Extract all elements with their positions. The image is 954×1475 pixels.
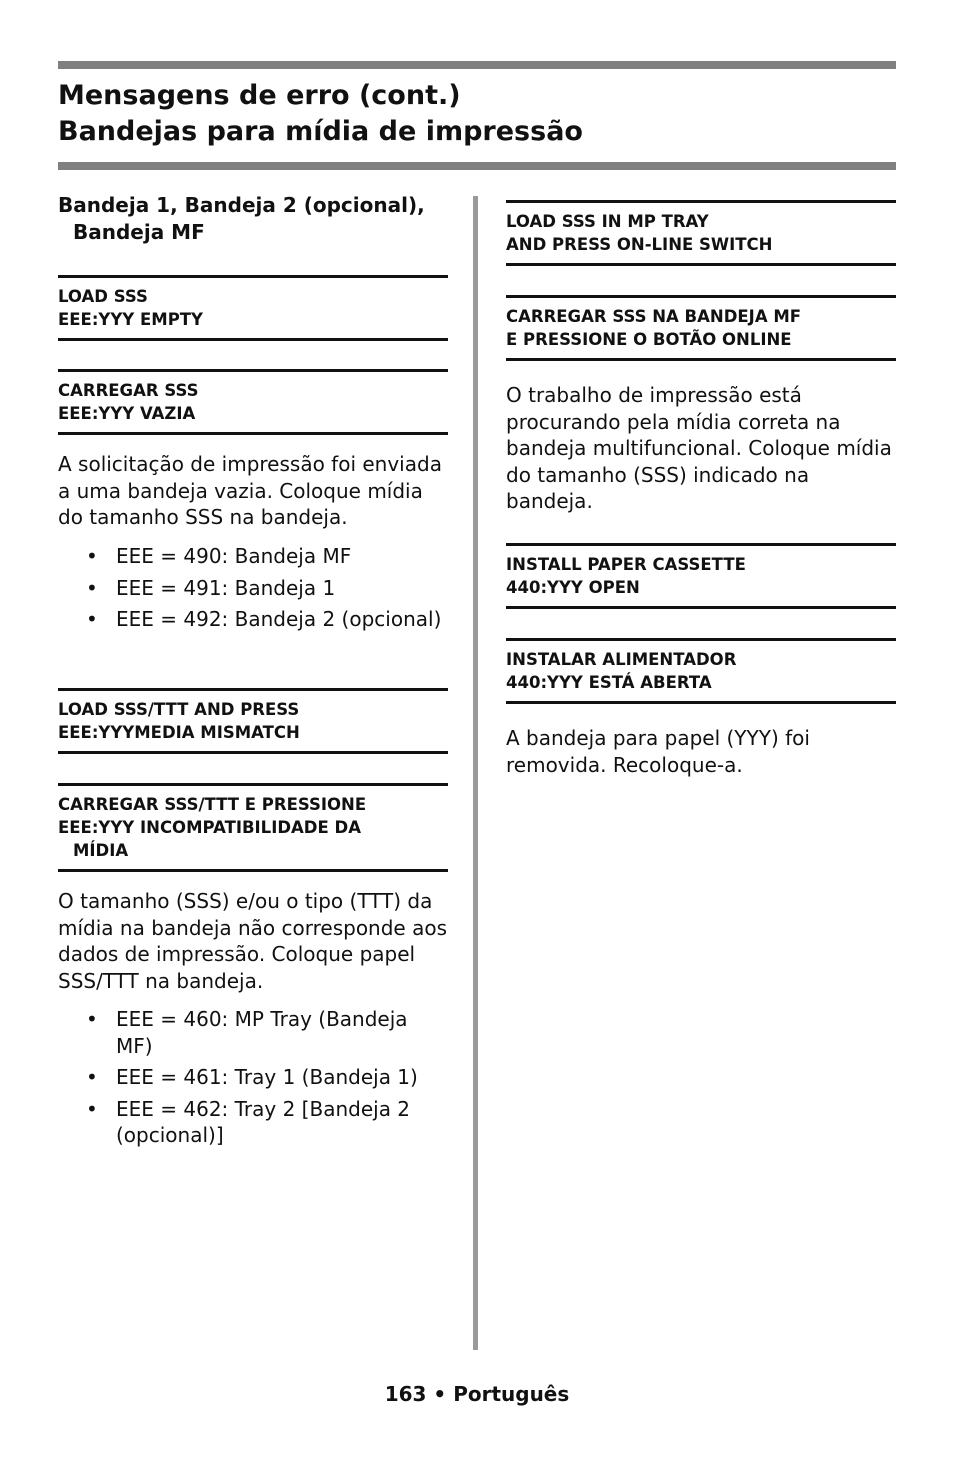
message-line: LOAD SSS IN MP TRAY [506, 212, 709, 231]
header-top-rule [58, 61, 896, 69]
list-item [58, 543, 450, 570]
list-item-text: EEE = 490: Bandeja MF [116, 544, 352, 568]
message-line: INSTALAR ALIMENTADOR [506, 650, 737, 669]
message-line: INSTALL PAPER CASSETTE [506, 555, 746, 574]
message-line: 440:YYY OPEN [506, 578, 640, 597]
subheading-line-2: Bandeja MF [73, 220, 205, 244]
bullet-icon: • [86, 544, 98, 568]
bullet-icon: • [86, 1096, 98, 1121]
error-message-load-sss-mp-tray [506, 200, 896, 266]
message-line: CARREGAR SSS [58, 381, 199, 400]
message-line: EEE:YYY VAZIA [58, 404, 196, 423]
description-paragraph: O tamanho (SSS) e/ou o tipo (TTT) da mídia na bandeja não corresponde aos dados de impressão. Coloque papel SSS/TTT na bandeja. [58, 889, 448, 993]
error-message-carregar-sss [58, 369, 448, 435]
error-message-load-sss-ttt [58, 688, 448, 754]
bullet-icon: • [86, 1007, 98, 1031]
subheading-line-1: Bandeja 1, Bandeja 2 (opcional), [58, 193, 425, 217]
error-message-instalar-alimentador [506, 638, 896, 704]
list-item [58, 1064, 450, 1091]
list-item [58, 1096, 450, 1149]
error-code-list [58, 543, 450, 638]
error-message-install-paper-cassette [506, 543, 896, 609]
description-paragraph: A solicitação de impressão foi enviada a uma bandeja vazia. Coloque mídia do tamanho SSS na bandeja. [58, 452, 442, 529]
list-item-text: EEE = 461: Tray 1 (Bandeja 1) [116, 1065, 418, 1089]
description-paragraph: A bandeja para papel (YYY) foi removida. Recoloque-a. [506, 726, 810, 777]
column-divider [473, 196, 478, 1350]
bullet-icon: • [86, 607, 98, 631]
section-subheading [58, 192, 425, 246]
footer-language: Português [453, 1382, 570, 1406]
message-line: CARREGAR SSS/TTT E PRESSIONE [58, 795, 367, 814]
message-line: EEE:YYY INCOMPATIBILIDADE DA [58, 818, 361, 837]
error-message-carregar-sss-ttt [58, 783, 448, 872]
list-item-text: EEE = 462: Tray 2 [Bandeja 2 (opcional)] [116, 1096, 411, 1147]
message-line: 440:YYY ESTÁ ABERTA [506, 673, 712, 692]
error-code-list [58, 1006, 450, 1154]
bullet-icon: • [86, 1065, 98, 1089]
message-line: EEE:YYYMEDIA MISMATCH [58, 723, 300, 742]
error-message-load-sss [58, 275, 448, 341]
message-line: MÍDIA [73, 841, 129, 860]
page-title-line-1: Mensagens de erro (cont.) [58, 80, 461, 111]
footer-separator: • [433, 1382, 447, 1406]
description-paragraph: O trabalho de impressão está procurando pela mídia correta na bandeja multifuncional. Coloque mídia do tamanho (SSS) indicado na bandeja. [506, 383, 892, 513]
list-item-text: EEE = 460: MP Tray (Bandeja MF) [116, 1007, 408, 1058]
page-title-line-2: Bandejas para mídia de impressão [58, 116, 583, 147]
header-bottom-rule [58, 162, 896, 170]
list-item-text: EEE = 491: Bandeja 1 [116, 575, 336, 600]
list-item [58, 575, 450, 602]
page-footer [0, 1380, 954, 1408]
list-item [58, 606, 450, 633]
page-title [58, 78, 583, 150]
message-line: CARREGAR SSS NA BANDEJA MF [506, 307, 802, 326]
message-line: LOAD SSS/TTT AND PRESS [58, 700, 300, 719]
message-line: LOAD SSS [58, 287, 148, 306]
message-line: EEE:YYY EMPTY [58, 310, 203, 329]
page-number: 163 [384, 1382, 427, 1406]
list-item [58, 1006, 450, 1059]
message-line: E PRESSIONE O BOTÃO ONLINE [506, 330, 792, 349]
error-message-carregar-sss-bandeja-mf [506, 295, 896, 361]
list-item-text: EEE = 492: Bandeja 2 (opcional) [116, 607, 442, 631]
bullet-icon: • [86, 575, 98, 600]
message-line: AND PRESS ON-LINE SWITCH [506, 235, 773, 254]
